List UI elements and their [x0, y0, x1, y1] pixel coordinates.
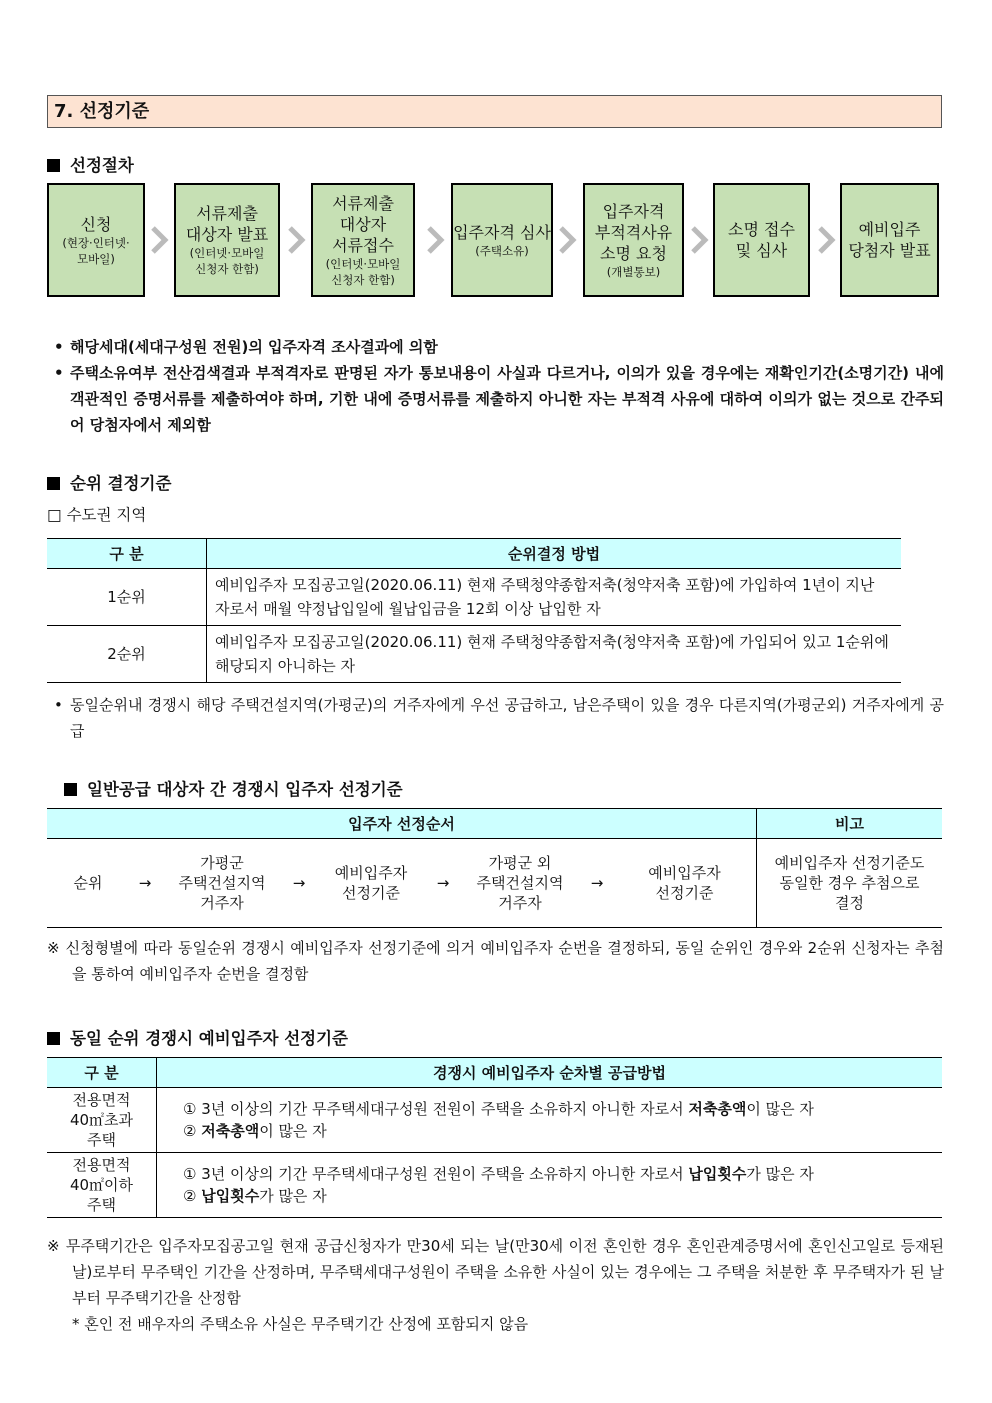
same-rank-heading	[47, 1025, 348, 1049]
arrow-icon: →	[283, 839, 315, 928]
method-emphasis: 저축총액	[688, 1100, 747, 1118]
ranking-heading-text: 순위 결정기준	[70, 474, 172, 493]
procedure-bullet-1	[54, 334, 942, 360]
bullet-dot: •	[54, 338, 64, 356]
method-line	[183, 1120, 941, 1142]
table-row	[47, 569, 901, 626]
method-line	[183, 1163, 941, 1185]
remark-cell: 예비입주자 선정기준도 동일한 경우 추첨으로 결정	[757, 839, 943, 928]
column-header: 비고	[757, 809, 943, 839]
column-header: 순위결정 방법	[207, 539, 902, 569]
flow-other-resident: 가평군 외 주택건설지역 거주자	[459, 839, 581, 928]
note-text: ※ 신청형별에 따라 동일순위 경쟁시 예비입주자 선정기준에 의거 예비입주자 순번을 결정하되, 동일 순위인 경우와 2순위 신청자는 추첨을 통하여 예비입주자 순번을 결정함	[47, 939, 944, 983]
step-title: 예비입주 당첨자 발표	[848, 220, 931, 260]
step-title: 입주자격 부적격사유 소명 요청	[594, 201, 673, 263]
general-heading	[64, 776, 403, 800]
method-text: 가 많은 자	[746, 1165, 814, 1183]
column-header: 경쟁시 예비입주자 순차별 공급방법	[157, 1058, 943, 1088]
method-text: 가 많은 자	[259, 1187, 327, 1205]
chevron-right-icon	[690, 225, 710, 255]
table-row	[47, 626, 901, 683]
bullet-dot: •	[54, 696, 63, 714]
method-emphasis: 납입횟수	[201, 1187, 260, 1205]
region-label: □ 수도권 지역	[47, 506, 147, 524]
chevron-right-icon	[150, 225, 170, 255]
method-cell	[157, 1153, 943, 1218]
method-line	[183, 1185, 941, 1207]
flow-local-resident: 가평군 주택건설지역 거주자	[161, 839, 283, 928]
method-text: ②	[183, 1122, 202, 1140]
note-text: 동일순위내 경쟁시 해당 주택건설지역(가평군)의 거주자에게 우선 공급하고, 남은주택이 있을 경우 다른지역(가평군외) 거주자에게 공급	[70, 696, 944, 740]
step-eligibility	[451, 183, 553, 297]
rank-table	[47, 538, 901, 683]
area-cell: 전용면적 40㎡초과 주택	[47, 1088, 157, 1153]
step-title: 소명 접수 및 심사	[728, 220, 795, 260]
method-text: ① 3년 이상의 기간 무주택세대구성원 전원이 주택을 소유하지 아니한 자로서	[183, 1165, 689, 1183]
step-title: 서류제출 대상자 발표	[185, 204, 269, 244]
step-title: 신청	[80, 214, 112, 234]
step-sub: (현장·인터넷· 모바일)	[62, 235, 130, 266]
note-text: ※ 무주택기간은 입주자모집공고일 현재 공급신청자가 만30세 되는 날(만30세 이전 혼인한 경우 혼인관계증명서에 혼인신고일로 등재된 날)로부터 무주택인 기간을 산정하며, 무주택세대구성원이 주택을 소유한 사실이 있는 경우에는 그 주택을 처분한 후 무주택자가 된 날부터 무주택기간을 산정함	[47, 1237, 944, 1307]
step-title: 입주자격 심사	[453, 222, 551, 242]
table-row	[47, 1088, 942, 1153]
method-cell	[157, 1088, 943, 1153]
arrow-icon: →	[129, 839, 161, 928]
step-explanation-request	[583, 183, 684, 297]
ranking-note	[54, 692, 944, 744]
bullet-text: 해당세대(세대구성원 전원)의 입주자격 조사결과에 의함	[70, 338, 438, 356]
step-title: 서류제출 대상자 서류접수	[332, 193, 394, 255]
chevron-right-icon	[287, 225, 307, 255]
rank-cell: 2순위	[47, 626, 207, 683]
procedure-heading	[47, 152, 134, 176]
general-table	[47, 808, 942, 928]
area-cell: 전용면적 40㎡이하 주택	[47, 1153, 157, 1218]
step-sub: (주택소유)	[475, 243, 529, 258]
method-emphasis: 저축총액	[201, 1122, 260, 1140]
column-header: 구 분	[47, 539, 207, 569]
arrow-icon: →	[427, 839, 459, 928]
general-note	[47, 935, 944, 987]
arrow-icon: →	[581, 839, 613, 928]
chevron-right-icon	[558, 225, 578, 255]
method-emphasis: 납입횟수	[688, 1165, 747, 1183]
step-sub: (인터넷·모바일 신청자 한함)	[189, 246, 265, 276]
table-header-row	[47, 1058, 942, 1088]
square-bullet-icon	[47, 1032, 60, 1045]
step-winner-announce	[840, 183, 939, 297]
column-header: 구 분	[47, 1058, 157, 1088]
table-row	[47, 839, 942, 928]
square-bullet-icon	[47, 477, 60, 490]
method-text: ① 3년 이상의 기간 무주택세대구성원 전원이 주택을 소유하지 아니한 자로서	[183, 1100, 689, 1118]
step-doc-announce	[174, 183, 280, 297]
step-sub: (개별통보)	[606, 264, 661, 279]
bullet-dot: •	[54, 364, 64, 382]
step-doc-receive	[311, 183, 415, 297]
method-cell: 예비입주자 모집공고일(2020.06.11) 현재 주택청약종합저축(청약저축 포함)에 가입되어 있고 1순위에 해당되지 아니하는 자	[207, 626, 902, 683]
method-text: 이 많은 자	[259, 1122, 327, 1140]
procedure-heading-text: 선정절차	[70, 156, 134, 175]
square-bullet-icon	[47, 159, 60, 172]
subnote-text: * 혼인 전 배우자의 주택소유 사실은 무주택기간 산정에 포함되지 않음	[72, 1315, 529, 1333]
chevron-right-icon	[426, 225, 446, 255]
method-text: ②	[183, 1187, 202, 1205]
same-rank-note	[47, 1233, 944, 1337]
square-bullet-icon	[64, 783, 77, 796]
method-text: 이 많은 자	[746, 1100, 814, 1118]
section-title: 7. 선정기준	[47, 95, 942, 128]
column-header: 입주자 선정순서	[47, 809, 757, 839]
table-row	[47, 1153, 942, 1218]
table-header-row	[47, 809, 942, 839]
general-heading-text: 일반공급 대상자 간 경쟁시 입주자 선정기준	[87, 780, 403, 799]
step-sub: (인터넷·모바일 신청자 한함)	[325, 256, 401, 287]
chevron-right-icon	[817, 225, 837, 255]
table-header-row	[47, 539, 901, 569]
flow-rank: 순위	[47, 839, 129, 928]
flow-reserve-criteria: 예비입주자 선정기준	[613, 839, 757, 928]
bullet-text: 주택소유여부 전산검색결과 부적격자로 판명된 자가 통보내용이 사실과 다르거나, 이의가 있을 경우에는 재확인기간(소명기간) 내에 객관적인 증명서류를 제출하여야 하며, 기한 내에 증명서류를 제출하지 아니한 자는 부적격 사유에 대하여 이의가 없는 것으로 간주되어 당첨자에서 제외함	[70, 364, 944, 434]
rank-cell: 1순위	[47, 569, 207, 626]
same-rank-table	[47, 1057, 942, 1218]
method-cell: 예비입주자 모집공고일(2020.06.11) 현재 주택청약종합저축(청약저축 포함)에 가입하여 1년이 지난 자로서 매월 약정납입일에 월납입금을 12회 이상 납입한 자	[207, 569, 902, 626]
step-explanation-review	[713, 183, 810, 297]
same-rank-heading-text: 동일 순위 경쟁시 예비입주자 선정기준	[70, 1029, 349, 1048]
flow-reserve-criteria: 예비입주자 선정기준	[315, 839, 427, 928]
step-apply	[47, 183, 145, 297]
ranking-heading	[47, 470, 171, 494]
procedure-bullet-2	[54, 360, 944, 438]
method-line	[183, 1098, 941, 1120]
